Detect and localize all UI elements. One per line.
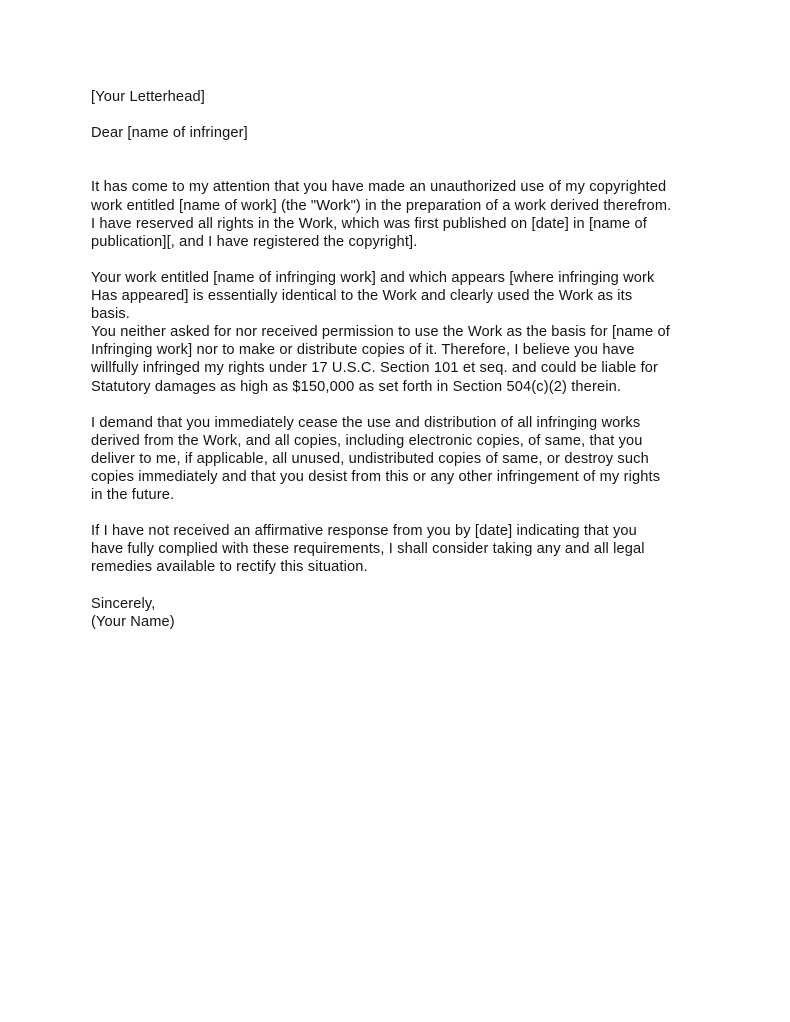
paragraph-line: Infringing work] nor to make or distribute copies of it. Therefore, I believe you have (91, 342, 635, 359)
paragraph-line: remedies available to rectify this situation. (91, 559, 368, 576)
paragraph-line: I demand that you immediately cease the use and distribution of all infringing works (91, 414, 641, 431)
spacer (91, 142, 701, 178)
spacer (91, 106, 701, 124)
body-paragraph-1 (91, 178, 701, 250)
letter-body (91, 88, 701, 631)
salutation-line: Dear [name of infringer] (91, 125, 248, 142)
spacer (91, 396, 701, 414)
paragraph-line: If I have not received an affirmative response from you by [date] indicating that you (91, 523, 637, 540)
paragraph-line: willfully infringed my rights under 17 U.S.C. Section 101 et seq. and could be liable for (91, 360, 659, 377)
paragraph-line: Statutory damages as high as $150,000 as set forth in Section 504(c)(2) therein. (91, 378, 622, 395)
paragraph-line: derived from the Work, and all copies, including electronic copies, of same, that you (91, 432, 643, 449)
paragraph-line: have fully complied with these requirements, I shall consider taking any and all legal (91, 541, 645, 558)
paragraph-line: I have reserved all rights in the Work, which was first published on [date] in [name of (91, 215, 647, 232)
letterhead-line: [Your Letterhead] (91, 89, 205, 105)
paragraph-line: Your work entitled [name of infringing work] and which appears [where infringing work (91, 269, 655, 286)
paragraph-line: You neither asked for nor received permission to use the Work as the basis for [name of (91, 324, 670, 341)
body-paragraph-2 (91, 269, 701, 396)
paragraph-line: Has appeared] is essentially identical to the Work and clearly used the Work as its (91, 288, 633, 305)
paragraph-line: in the future. (91, 487, 175, 504)
paragraph-line: work entitled [name of work] (the "Work") in the preparation of a work derived therefrom. (91, 197, 672, 214)
sign-off-line: Sincerely, (91, 595, 156, 612)
closing-block (91, 595, 701, 631)
paragraph-line: copies immediately and that you desist from this or any other infringement of my rights (91, 468, 661, 485)
paragraph-line: It has come to my attention that you have made an unauthorized use of my copyrighted (91, 179, 667, 196)
spacer (91, 504, 701, 522)
paragraph-line: publication][, and I have registered the copyright]. (91, 233, 418, 250)
body-paragraph-3 (91, 414, 701, 504)
spacer (91, 577, 701, 595)
body-paragraph-4 (91, 522, 701, 576)
salutation-block (91, 124, 701, 142)
paragraph-line: basis. (91, 306, 130, 323)
spacer (91, 251, 701, 269)
paragraph-line: deliver to me, if applicable, all unused, undistributed copies of same, or destroy such (91, 450, 649, 467)
letterhead-block (91, 88, 701, 106)
signature-name-line: (Your Name) (91, 613, 175, 630)
